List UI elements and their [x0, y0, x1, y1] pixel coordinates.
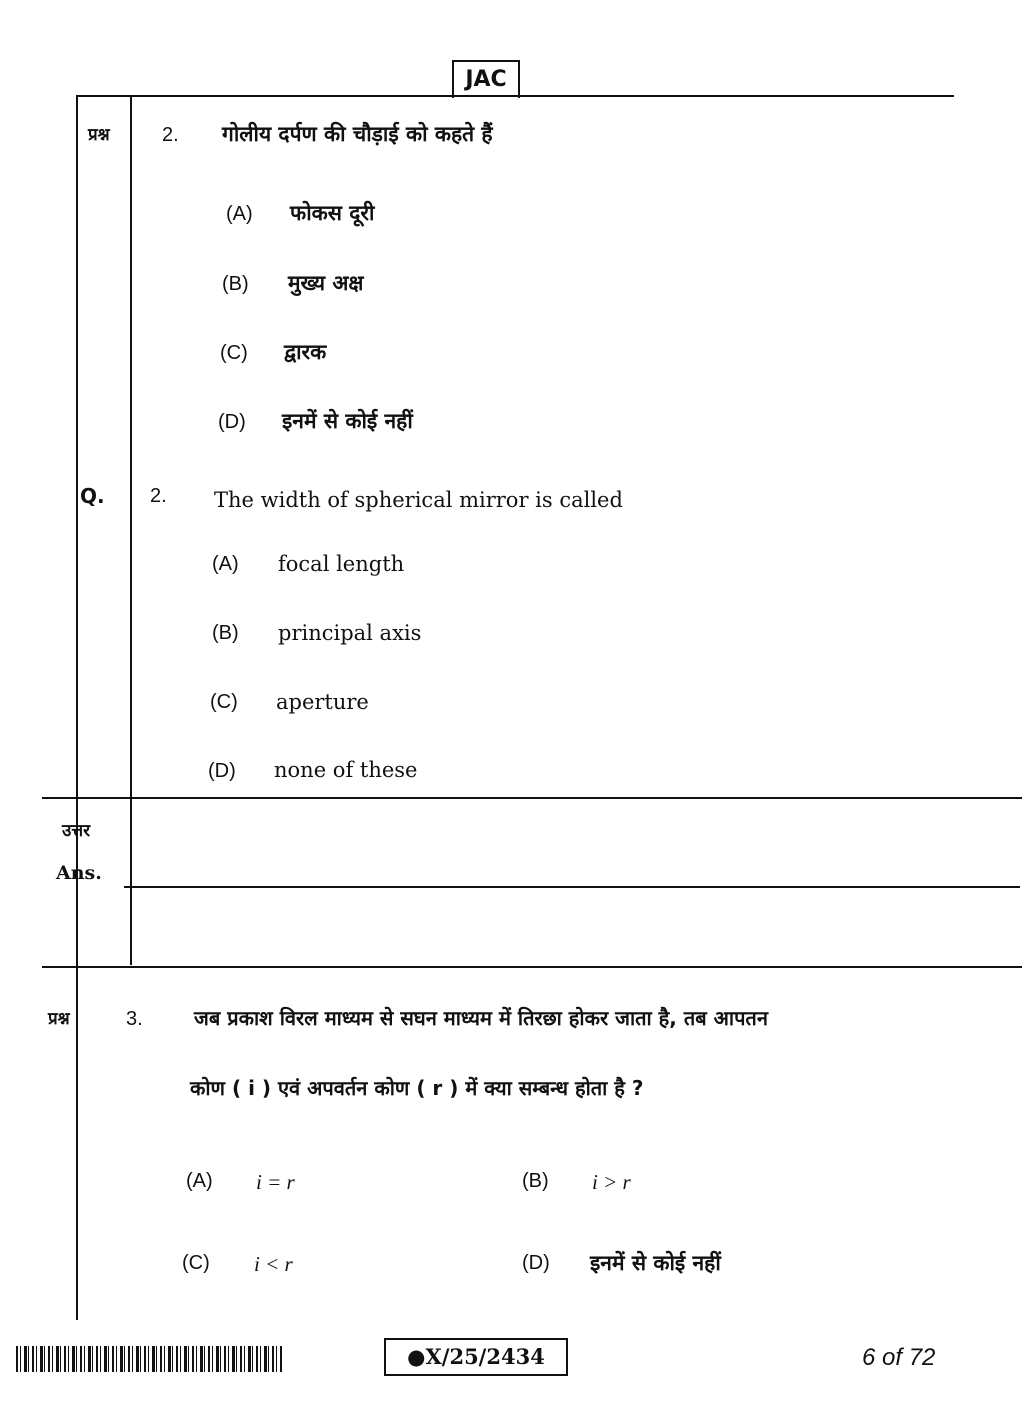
option-text-hindi: इनमें से कोई नहीं — [282, 409, 413, 433]
question-text-hindi-line2: कोण ( i ) एवं अपवर्तन कोण ( r ) में क्या सम्बन्ध होता है ? — [190, 1076, 644, 1100]
question-text-english: The width of spherical mirror is called — [214, 488, 623, 512]
option-key: (C) — [182, 1252, 210, 1274]
answer-top-rule — [42, 797, 1022, 799]
option-text-math: i < r — [254, 1252, 293, 1276]
option-text-math: i > r — [592, 1170, 631, 1194]
question-text-hindi: गोलीय दर्पण की चौड़ाई को कहते हैं — [222, 122, 493, 146]
option-text-english: aperture — [276, 690, 369, 714]
question-number: 3. — [126, 1008, 143, 1030]
question-text-hindi-line1: जब प्रकाश विरल माध्यम से सघन माध्यम में तिरछा होकर जाता है, तब आपतन — [194, 1006, 768, 1030]
barcode-image — [16, 1346, 282, 1372]
option-text-hindi: इनमें से कोई नहीं — [590, 1251, 721, 1275]
answer-bottom-rule — [42, 966, 1022, 968]
question-number: 2. — [150, 485, 167, 507]
option-text-hindi: द्वारक — [284, 340, 327, 364]
ans-label: Ans. — [56, 862, 102, 884]
option-key: (A) — [212, 553, 239, 575]
option-text-english: focal length — [278, 552, 405, 576]
option-text-hindi: फोकस दूरी — [290, 201, 375, 225]
uttar-label: उत्तर — [62, 821, 91, 841]
option-key: (B) — [222, 273, 249, 295]
option-text-math: i = r — [256, 1170, 295, 1194]
option-key: (C) — [210, 691, 238, 713]
option-key: (A) — [226, 203, 253, 225]
answer-writing-line — [124, 886, 1020, 888]
option-text-english: principal axis — [278, 621, 422, 645]
option-key: (C) — [220, 342, 248, 364]
q-label: Q. — [80, 484, 105, 508]
option-key: (B) — [212, 622, 239, 644]
question-number: 2. — [162, 124, 179, 146]
option-key: (D) — [522, 1252, 550, 1274]
option-key: (B) — [522, 1170, 549, 1192]
prashn-label: प्रश्न — [88, 125, 110, 145]
jac-header-label: JAC — [452, 60, 520, 98]
prashn-label: प्रश्न — [48, 1009, 70, 1029]
option-key: (D) — [218, 411, 246, 433]
option-key: (D) — [208, 760, 236, 782]
left-border — [76, 95, 78, 1320]
label-column-divider — [130, 95, 132, 965]
option-text-english: none of these — [274, 758, 418, 782]
option-text-hindi: मुख्य अक्ष — [288, 271, 364, 295]
paper-code: ●X/25/2434 — [384, 1338, 568, 1376]
option-key: (A) — [186, 1170, 213, 1192]
page-number: 6 of 72 — [862, 1344, 936, 1371]
